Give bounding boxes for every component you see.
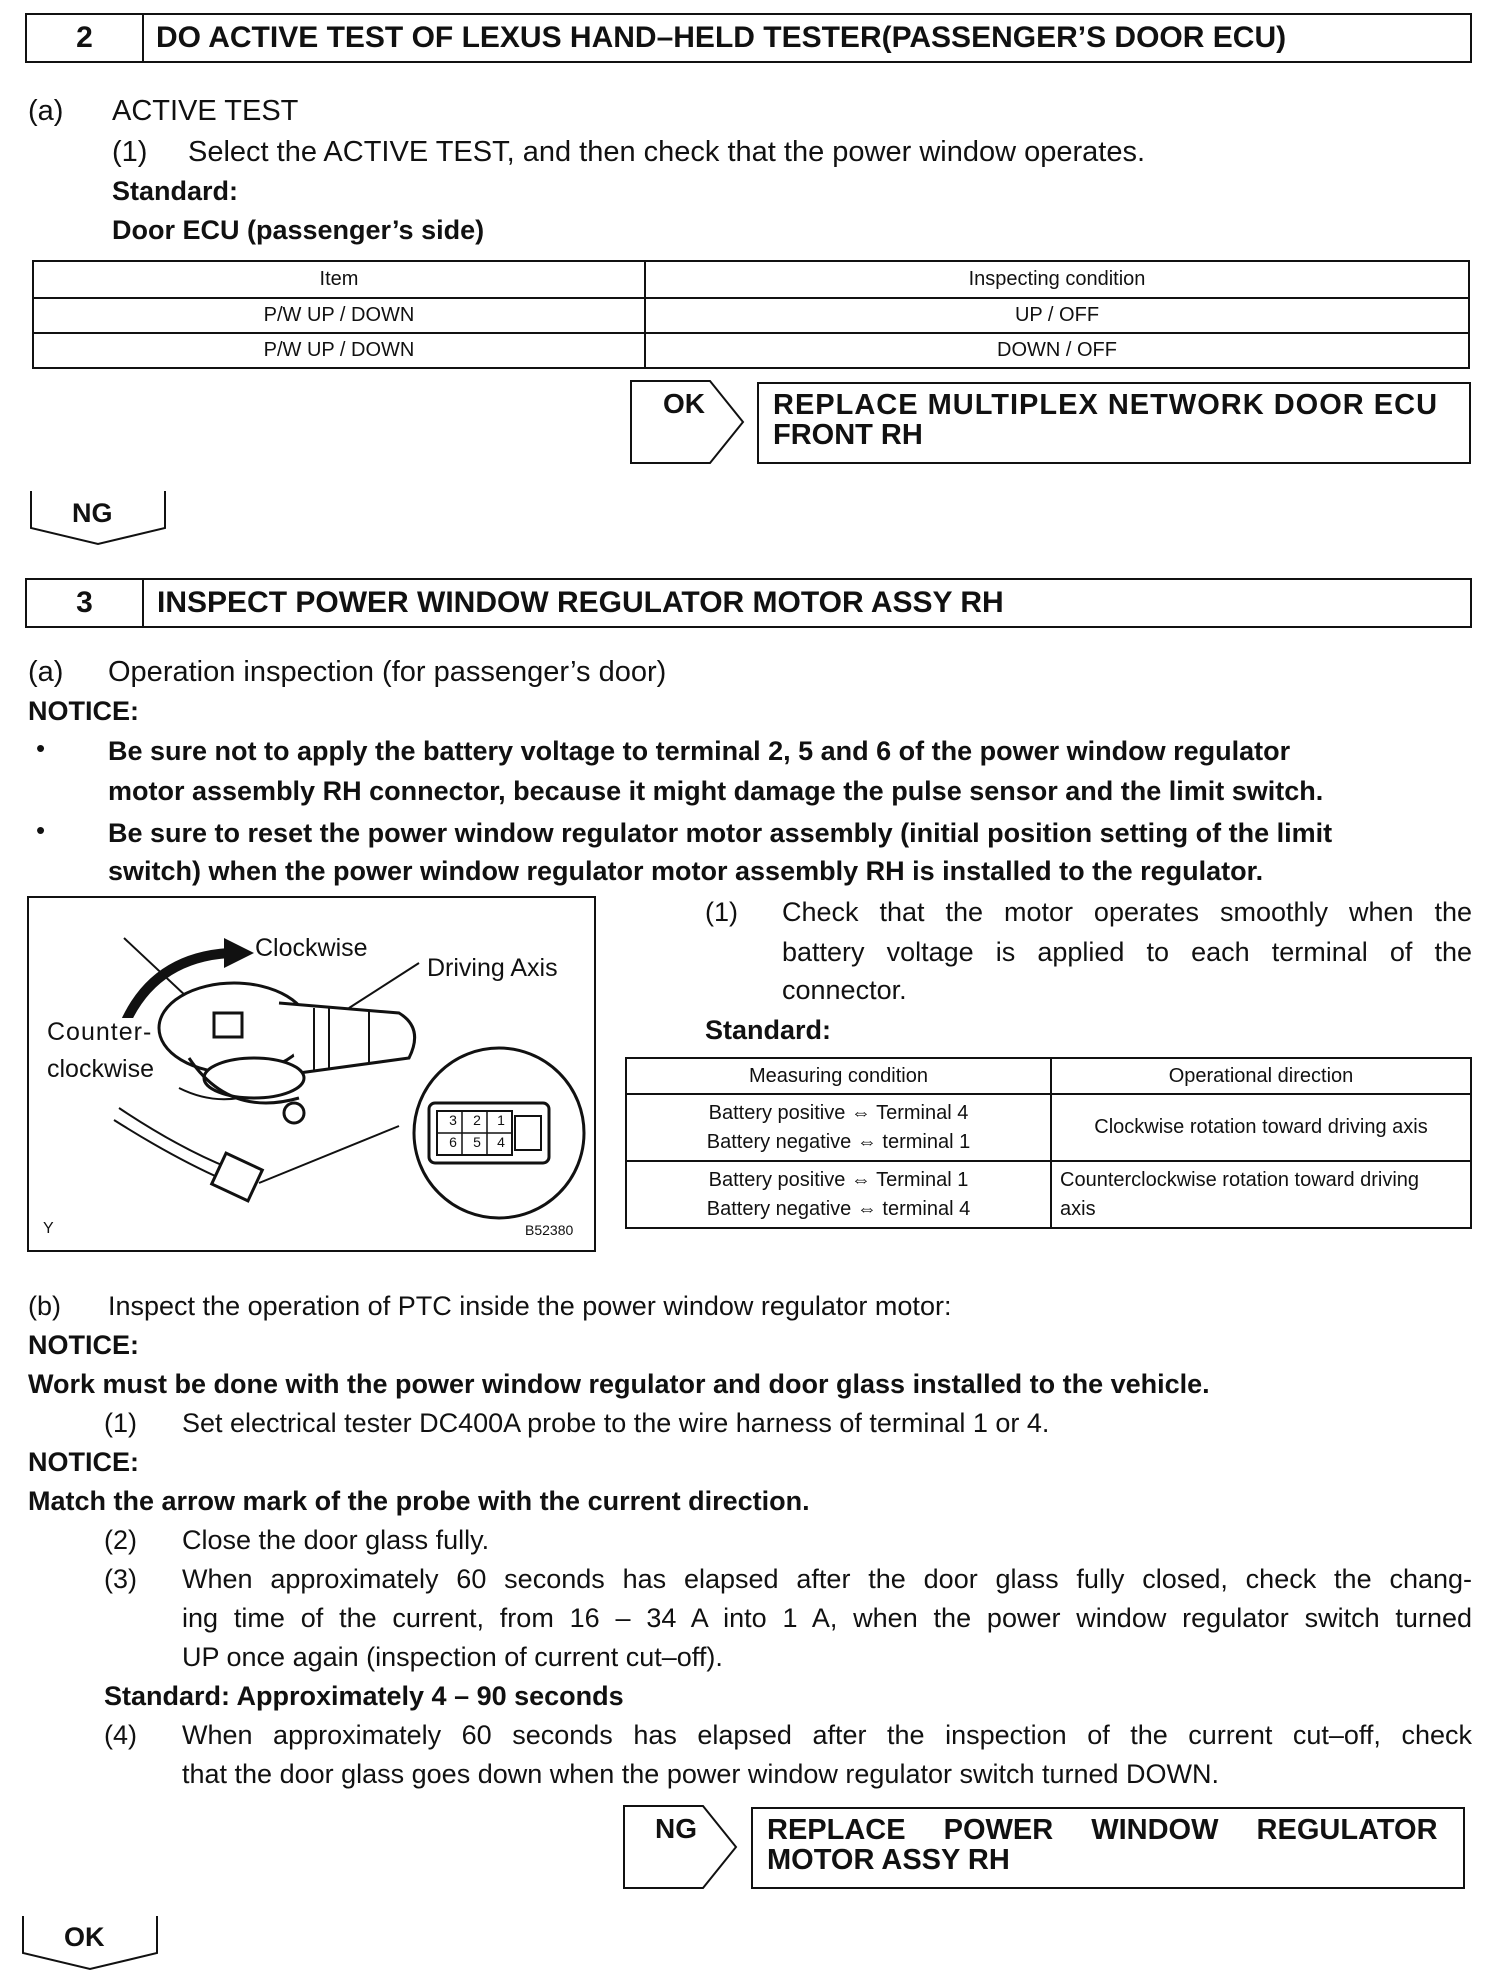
step2-ng-label: NG — [72, 498, 113, 528]
step3-ng-result-box — [751, 1807, 1465, 1889]
terminal-2: 2 — [473, 1112, 481, 1128]
step2-s1-text: Select the ACTIVE TEST, and then check that the power window operates. — [188, 136, 1145, 168]
step3-b3-line3: UP once again (inspection of current cut–off). — [182, 1642, 723, 1672]
step3-bullet1-line2: motor assembly RH connector, because it might damage the pulse sensor and the limit switch. — [108, 776, 1324, 806]
step3-bullet1-line1: Be sure not to apply the battery voltage to terminal 2, 5 and 6 of the power window regulator — [108, 736, 1291, 766]
bullet-dot: • — [36, 733, 46, 763]
step2-ok-result-line1: REPLACE MULTIPLEX NETWORK DOOR ECU — [773, 389, 1439, 421]
step2-table-title: Door ECU (passenger’s side) — [112, 215, 485, 245]
figure-code: B52380 — [525, 1222, 574, 1238]
step3-header — [25, 578, 1472, 628]
step3-b3-line2: ing time of the current, from 16 – 34 A into 1 A, when the power window regulator switch turned — [182, 1603, 1472, 1633]
step3-s1-label: (1) — [705, 897, 738, 927]
step3-a-label: (a) — [28, 656, 64, 688]
step3-measurement-table — [625, 1057, 1472, 1229]
table-header-cell: Measuring condition — [626, 1058, 1051, 1094]
step2-ok-label: OK — [663, 388, 705, 419]
step2-ok-result-line2: FRONT RH — [773, 419, 923, 451]
terminal-6: 6 — [449, 1134, 457, 1150]
step2-s1-label: (1) — [112, 136, 148, 168]
step3-b4-line2: that the door glass goes down when the power window regulator switch turned DOWN. — [182, 1759, 1220, 1789]
step3-ng-label: NG — [655, 1813, 697, 1844]
step3-ok-label: OK — [64, 1922, 105, 1952]
step3-b3-label: (3) — [104, 1564, 137, 1594]
step3-notice1: NOTICE: — [28, 696, 139, 726]
step3-notice2-text: Work must be done with the power window regulator and door glass installed to the vehicle. — [28, 1369, 1210, 1399]
table-row — [626, 1094, 1471, 1161]
step3-s1-line2: battery voltage is applied to each terminal of the — [782, 937, 1472, 967]
step3-b-text: Inspect the operation of PTC inside the power window regulator motor: — [108, 1291, 952, 1321]
step3-number: 3 — [27, 580, 144, 626]
step3-ng-result-line1: REPLACE POWER WINDOW REGULATOR — [767, 1814, 1438, 1846]
step2-inspection-table — [32, 260, 1470, 369]
cond-line: Battery positive ⇔ Terminal 4 — [708, 1101, 969, 1124]
step3-ng-result-line2: MOTOR ASSY RH — [767, 1844, 1010, 1876]
step2-standard-label: Standard: — [112, 176, 239, 206]
table-cell: UP / OFF — [645, 298, 1469, 333]
step2-ok-result-box — [757, 382, 1471, 464]
bullet-dot: • — [36, 815, 46, 845]
step3-s1-line1: Check that the motor operates smoothly when the — [782, 897, 1472, 927]
table-cell — [626, 1161, 1051, 1228]
table-row — [33, 333, 1469, 368]
step2-a-text: ACTIVE TEST — [112, 95, 299, 127]
terminal-4: 4 — [497, 1134, 505, 1150]
step3-b1-text: Set electrical tester DC400A probe to the wire harness of terminal 1 or 4. — [182, 1408, 1050, 1438]
step3-bullet2-line2: switch) when the power window regulator motor assembly RH is installed to the regulator. — [108, 856, 1264, 886]
label-clockwise: Clockwise — [255, 934, 368, 962]
table-cell: P/W UP / DOWN — [33, 333, 645, 368]
table-cell: Clockwise rotation toward driving axis — [1051, 1094, 1471, 1161]
table-row — [33, 298, 1469, 333]
table-cell — [1051, 1161, 1471, 1228]
terminal-3: 3 — [449, 1112, 457, 1128]
step3-s1-line3: connector. — [782, 975, 907, 1005]
table-header-row — [33, 261, 1469, 298]
step2-a-label: (a) — [28, 95, 64, 127]
step3-standard-label: Standard: — [705, 1015, 832, 1045]
step3-a-text: Operation inspection (for passenger’s door) — [108, 656, 667, 688]
cond-line: Battery negative ⇔ terminal 4 — [706, 1197, 971, 1220]
table-header-row — [626, 1058, 1471, 1094]
step3-b4-line1: When approximately 60 seconds has elapsed after the inspection of the current cut–off, check — [182, 1720, 1472, 1750]
cond-line: Battery negative ⇔ terminal 1 — [706, 1130, 971, 1153]
table-header-cell: Inspecting condition — [645, 261, 1469, 298]
step3-bullet2-line1: Be sure to reset the power window regulator motor assembly (initial position setting of the limit — [108, 818, 1333, 848]
terminal-1: 1 — [497, 1112, 505, 1128]
table-header-cell: Item — [33, 261, 645, 298]
cond-line: Battery positive ⇔ Terminal 1 — [708, 1168, 969, 1191]
step3-standard2: Standard: Approximately 4 – 90 seconds — [104, 1681, 624, 1711]
table-cell: P/W UP / DOWN — [33, 298, 645, 333]
dir-line: axis — [1060, 1197, 1096, 1220]
step3-b2-label: (2) — [104, 1525, 137, 1555]
step3-b3-line1: When approximately 60 seconds has elapsed after the door glass fully closed, check the chang- — [182, 1564, 1472, 1594]
dir-line: Counterclockwise rotation toward driving — [1060, 1168, 1420, 1191]
step3-b-label: (b) — [28, 1291, 61, 1321]
step3-notice3: NOTICE: — [28, 1447, 139, 1477]
table-header-cell: Operational direction — [1051, 1058, 1471, 1094]
table-cell: DOWN / OFF — [645, 333, 1469, 368]
step2-title: DO ACTIVE TEST OF LEXUS HAND–HELD TESTER(PASSENGER’S DOOR ECU) — [156, 21, 1287, 54]
step2-header — [25, 13, 1472, 63]
step2-number: 2 — [27, 15, 144, 61]
step3-b4-label: (4) — [104, 1720, 137, 1750]
label-driving-axis: Driving Axis — [427, 954, 558, 982]
step3-b1-label: (1) — [104, 1408, 137, 1438]
terminal-5: 5 — [473, 1134, 481, 1150]
step3-title: INSPECT POWER WINDOW REGULATOR MOTOR ASSY RH — [157, 586, 1004, 619]
step3-notice3-text: Match the arrow mark of the probe with the current direction. — [28, 1486, 810, 1516]
figure-corner-left: Y — [43, 1220, 54, 1237]
motor-figure — [27, 896, 596, 1252]
label-clockwise-2: clockwise — [47, 1055, 154, 1083]
step3-b2-text: Close the door glass fully. — [182, 1525, 490, 1555]
step3-notice2: NOTICE: — [28, 1330, 139, 1360]
table-row — [626, 1161, 1471, 1228]
table-cell — [626, 1094, 1051, 1161]
label-counter: Counter- — [47, 1018, 153, 1046]
